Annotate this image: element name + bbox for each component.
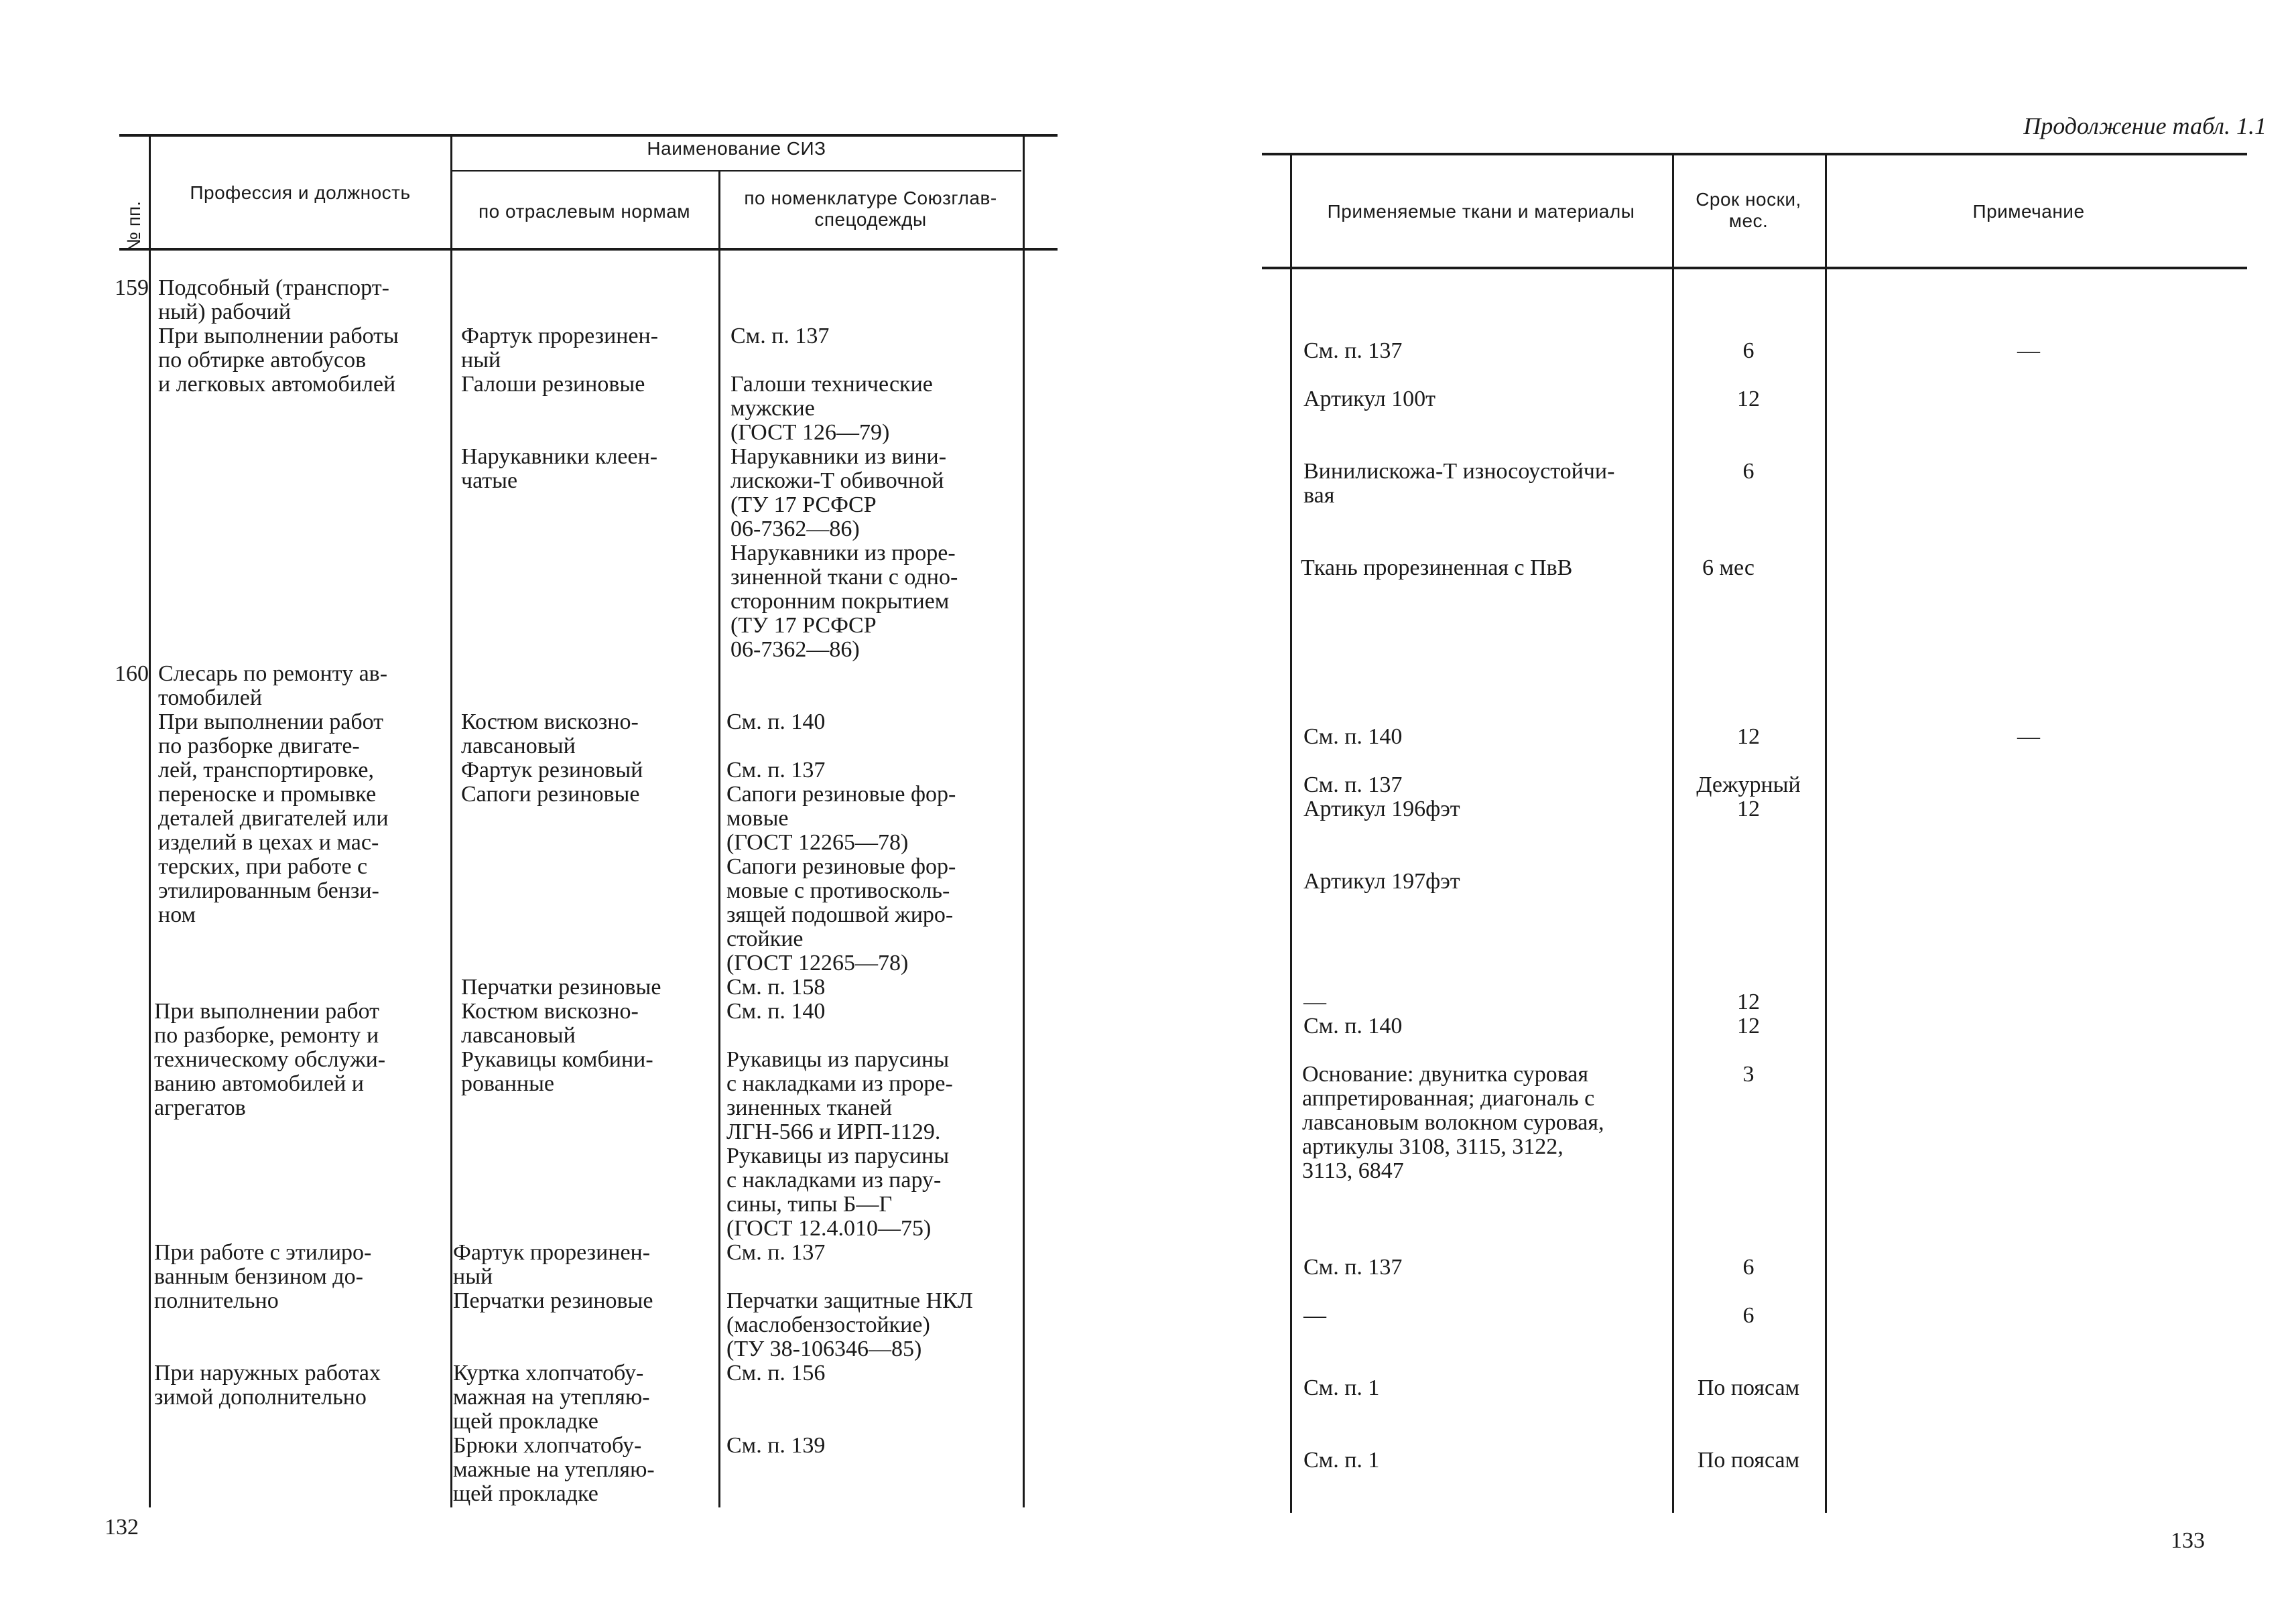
norm-cell: Галоши резиновые <box>461 372 645 397</box>
materials-cell: См. п. 140 <box>1303 724 1403 749</box>
nomen-cell: См. п. 140 <box>726 999 826 1024</box>
profession-cell: При выполнении работы по обтирке автобусов и легковых автомобилей <box>158 324 399 397</box>
col-rule-3 <box>1825 153 1827 1513</box>
header-nomenclature: по номенклатуре Союзглав- спецодежды <box>744 188 997 230</box>
materials-cell: — См. п. 140 <box>1303 990 1403 1038</box>
norm-cell: Нарукавники клеен- чатые <box>461 444 658 493</box>
table-top-rule <box>119 134 1058 137</box>
norm-cell: Сапоги резиновые <box>461 782 640 807</box>
header-term: Срок носки, мес. <box>1696 189 1801 231</box>
row-number: 159 <box>115 275 149 300</box>
nomen-cell: Нарукавники из вини- лискожи-Т обивочной (ТУ 17 РСФСР 06-7362—86) <box>730 444 947 541</box>
header-bottom-rule <box>119 248 1058 251</box>
page-number: 132 <box>105 1515 139 1540</box>
materials-cell: См. п. 137 <box>1303 338 1403 363</box>
header-note: Примечание <box>1972 201 2085 222</box>
nomen-cell: См. п. 137 <box>726 758 826 783</box>
nomen-cell: Рукавицы из парусины с накладками из пару- сины, типы Б—Г (ГОСТ 12.4.010—75) <box>726 1144 950 1241</box>
col-rule-2 <box>1672 153 1674 1513</box>
nomen-cell: Рукавицы из парусины с накладками из проре- зиненных тканей ЛГН-566 и ИРП-1129. <box>726 1047 953 1144</box>
norm-cell: Перчатки резиновые <box>453 1288 653 1313</box>
right-page <box>1148 0 2296 1622</box>
siz-group-rule <box>450 170 1021 172</box>
materials-cell: — <box>1303 1303 1326 1328</box>
note-cell: — <box>2017 338 2040 363</box>
col-rule-1 <box>1290 153 1292 1513</box>
norm-cell: Брюки хлопчатобу- мажные на утепляю- щей прокладке <box>453 1433 655 1506</box>
col-rule-1 <box>149 134 151 1507</box>
nomen-cell: См. п. 140 <box>726 709 826 734</box>
term-cell: 6 <box>1742 459 1755 484</box>
norm-cell: Перчатки резиновые <box>461 975 661 1000</box>
materials-cell: Артикул 100т <box>1303 387 1436 411</box>
nomen-cell: Сапоги резиновые фор- мовые с противосколь- зящей подошвой жиро- стойкие (ГОСТ 12265—78) <box>726 854 956 975</box>
norm-cell: Костюм вискозно- лавсановый <box>461 999 639 1048</box>
nomen-cell: См. п. 137 <box>726 1240 826 1265</box>
term-cell: По поясам <box>1697 1448 1800 1473</box>
nomen-cell: См. п. 139 <box>726 1433 826 1458</box>
header-bottom-rule <box>1262 267 2247 269</box>
nomen-cell: См. п. 137 <box>730 324 830 348</box>
profession-cell: При работе с этилиро- ванным бензином до- полнительно <box>154 1240 372 1313</box>
materials-cell: См. п. 1 <box>1303 1375 1380 1400</box>
profession-cell: При выполнении работ по разборке, ремонту и техническому обслужи- ванию автомобилей и агрегатов <box>154 999 386 1120</box>
nomen-cell: Перчатки защитные НКЛ (маслобензостойкие) (ТУ 38-106346—85) <box>726 1288 973 1361</box>
continuation-title: Продолжение табл. 1.1 <box>2023 113 2267 139</box>
profession-cell: Подсобный (транспорт- ный) рабочий <box>158 275 389 324</box>
term-cell: 12 12 <box>1737 990 1760 1038</box>
nomen-cell: См. п. 158 <box>726 975 826 1000</box>
materials-cell: Основание: двунитка суровая аппретированная; диагональ с лавсановым волокном суровая, артикулы 3108, 3115, 3122, 3113, 6847 <box>1302 1062 1604 1183</box>
page-number: 133 <box>2171 1528 2205 1553</box>
term-cell: 6 мес <box>1702 555 1755 580</box>
norm-cell: Фартук прорезинен- ный <box>453 1240 651 1289</box>
norm-cell: Костюм вискозно- лавсановый <box>461 709 639 758</box>
norm-cell: Рукавицы комбини- рованные <box>461 1047 653 1096</box>
materials-cell: См. п. 1 <box>1303 1448 1380 1473</box>
term-cell: 3 <box>1742 1062 1755 1087</box>
norm-cell: Фартук резиновый <box>461 758 643 783</box>
header-num: № пп. <box>123 201 144 252</box>
term-cell: 6 <box>1742 1255 1755 1280</box>
note-cell: — <box>2017 724 2040 749</box>
header-siz-group: Наименование СИЗ <box>647 138 826 159</box>
nomen-cell: Сапоги резиновые фор- мовые (ГОСТ 12265—78) <box>726 782 956 855</box>
nomen-cell: См. п. 156 <box>726 1361 826 1386</box>
norm-cell: Фартук прорезинен- ный <box>461 324 659 373</box>
header-materials: Применяемые ткани и материалы <box>1327 201 1635 222</box>
table-top-rule <box>1262 153 2247 155</box>
col-rule-3 <box>718 170 720 1507</box>
materials-cell: Ткань прорезиненная с ПвВ <box>1301 555 1573 580</box>
row-number: 160 <box>115 661 149 686</box>
col-rule-2 <box>450 134 452 1507</box>
nomen-cell: Нарукавники из проре- зиненной ткани с одно- сторонним покрытием (ТУ 17 РСФСР 06-7362—86) <box>730 541 958 662</box>
norm-cell: Куртка хлопчатобу- мажная на утепляю- щей прокладке <box>453 1361 650 1434</box>
header-branch-norms: по отраслевым нормам <box>478 201 691 222</box>
term-cell: Дежурный 12 <box>1696 772 1801 821</box>
materials-cell: Винилискожа-Т износоустойчи- вая <box>1303 459 1615 508</box>
term-cell: 12 <box>1737 387 1760 411</box>
profession-cell: При выполнении работ по разборке двигате- лей, транспортировке, переноске и промывке деталей двигателей или изделий в цехах и мас- терских, при работе с этилированным бензи- ном <box>158 709 389 927</box>
nomen-cell: Галоши технические мужские (ГОСТ 126—79) <box>730 372 933 445</box>
term-cell: 6 <box>1742 338 1755 363</box>
materials-cell: См. п. 137 <box>1303 1255 1403 1280</box>
profession-cell: Слесарь по ремонту ав- томобилей <box>158 661 388 710</box>
term-cell: 6 <box>1742 1303 1755 1328</box>
materials-cell: Артикул 197фэт <box>1303 869 1460 894</box>
term-cell: По поясам <box>1697 1375 1800 1400</box>
header-profession: Профессия и должность <box>190 182 411 203</box>
materials-cell: См. п. 137 Артикул 196фэт <box>1303 772 1460 821</box>
col-rule-4 <box>1023 134 1025 1507</box>
profession-cell: При наружных работах зимой дополнительно <box>154 1361 381 1410</box>
term-cell: 12 <box>1737 724 1760 749</box>
